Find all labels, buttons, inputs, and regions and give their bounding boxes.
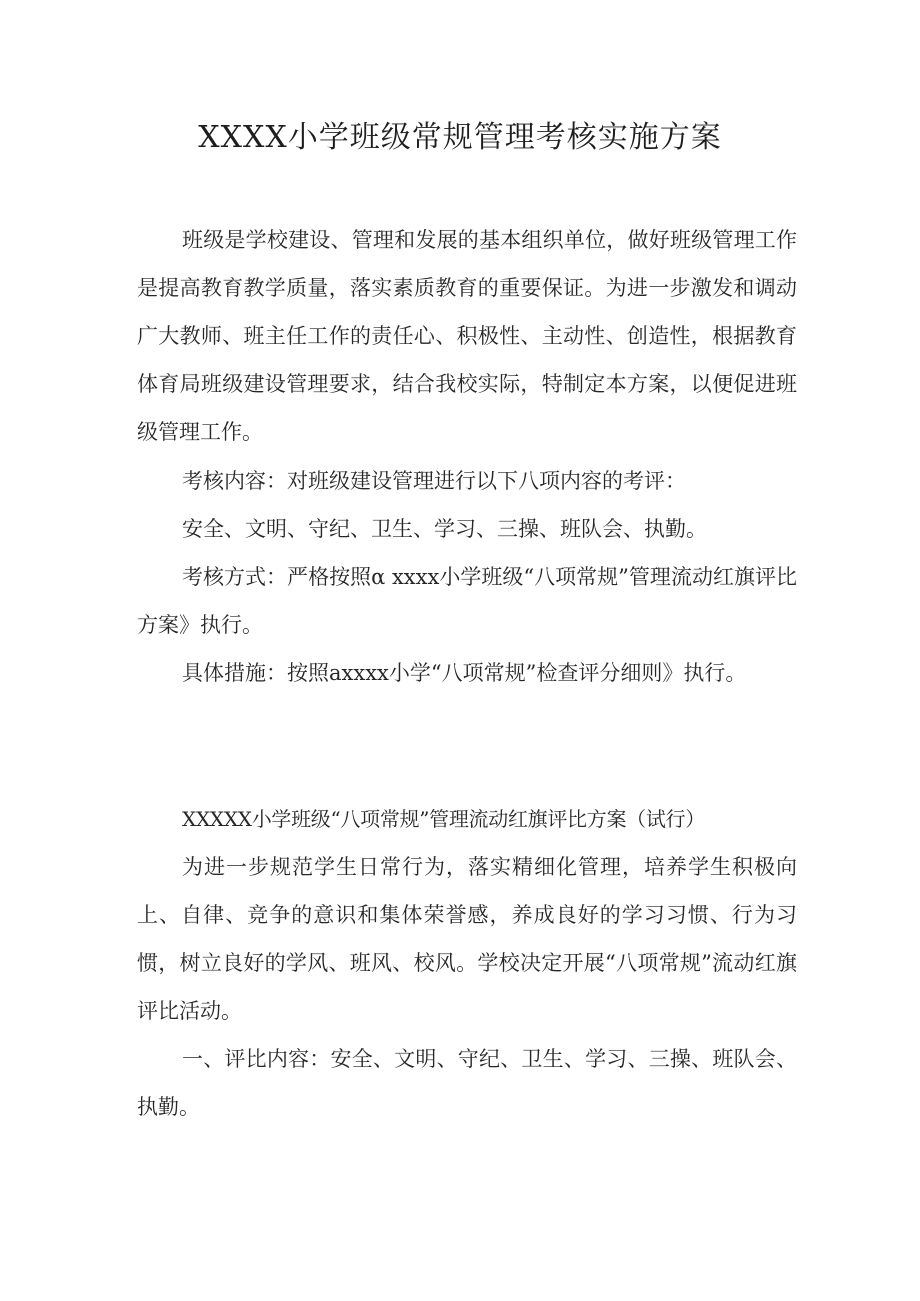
content-heading: 考核内容：对班级建设管理进行以下八项内容的考评： <box>182 469 686 493</box>
content-items: 安全、文明、守纪、卫生、学习、三操、班队会、执勤。 <box>182 517 707 541</box>
section-intro-paragraph: 为进一步规范学生日常行为，落实精细化管理，培养学生积极向上、自律、竞争的意识和集体荣誉感，养成良好的学习习惯、行为习惯，树立良好的学风、班风、校风。学校决定开展“八项常规”流动红旗评比活动。 <box>137 855 797 1023</box>
method-paragraph: 考核方式：严格按照α xxxx小学班级“八项常规”管理流动红旗评比方案》执行。 <box>137 565 797 637</box>
section-title: XXXXX小学班级“八项常规”管理流动红旗评比方案（试行） <box>182 807 705 831</box>
measures-paragraph: 具体措施：按照axxxx小学“八项常规”检查评分细则》执行。 <box>182 661 747 685</box>
intro-paragraph: 班级是学校建设、管理和发展的基本组织单位，做好班级管理工作是提高教育教学质量，落实素质教育的重要保证。为进一步激发和调动广大教师、班主任工作的责任心、积极性、主动性、创造性，根据教育体育局班级建设管理要求，结合我校实际，特制定本方案，以便促进班级管理工作。 <box>137 228 797 444</box>
evaluation-content-item: 一、评比内容：安全、文明、守纪、卫生、学习、三操、班队会、执勤。 <box>137 1047 797 1119</box>
document-title: XXXX小学班级常规管理考核实施方案 <box>198 120 722 155</box>
